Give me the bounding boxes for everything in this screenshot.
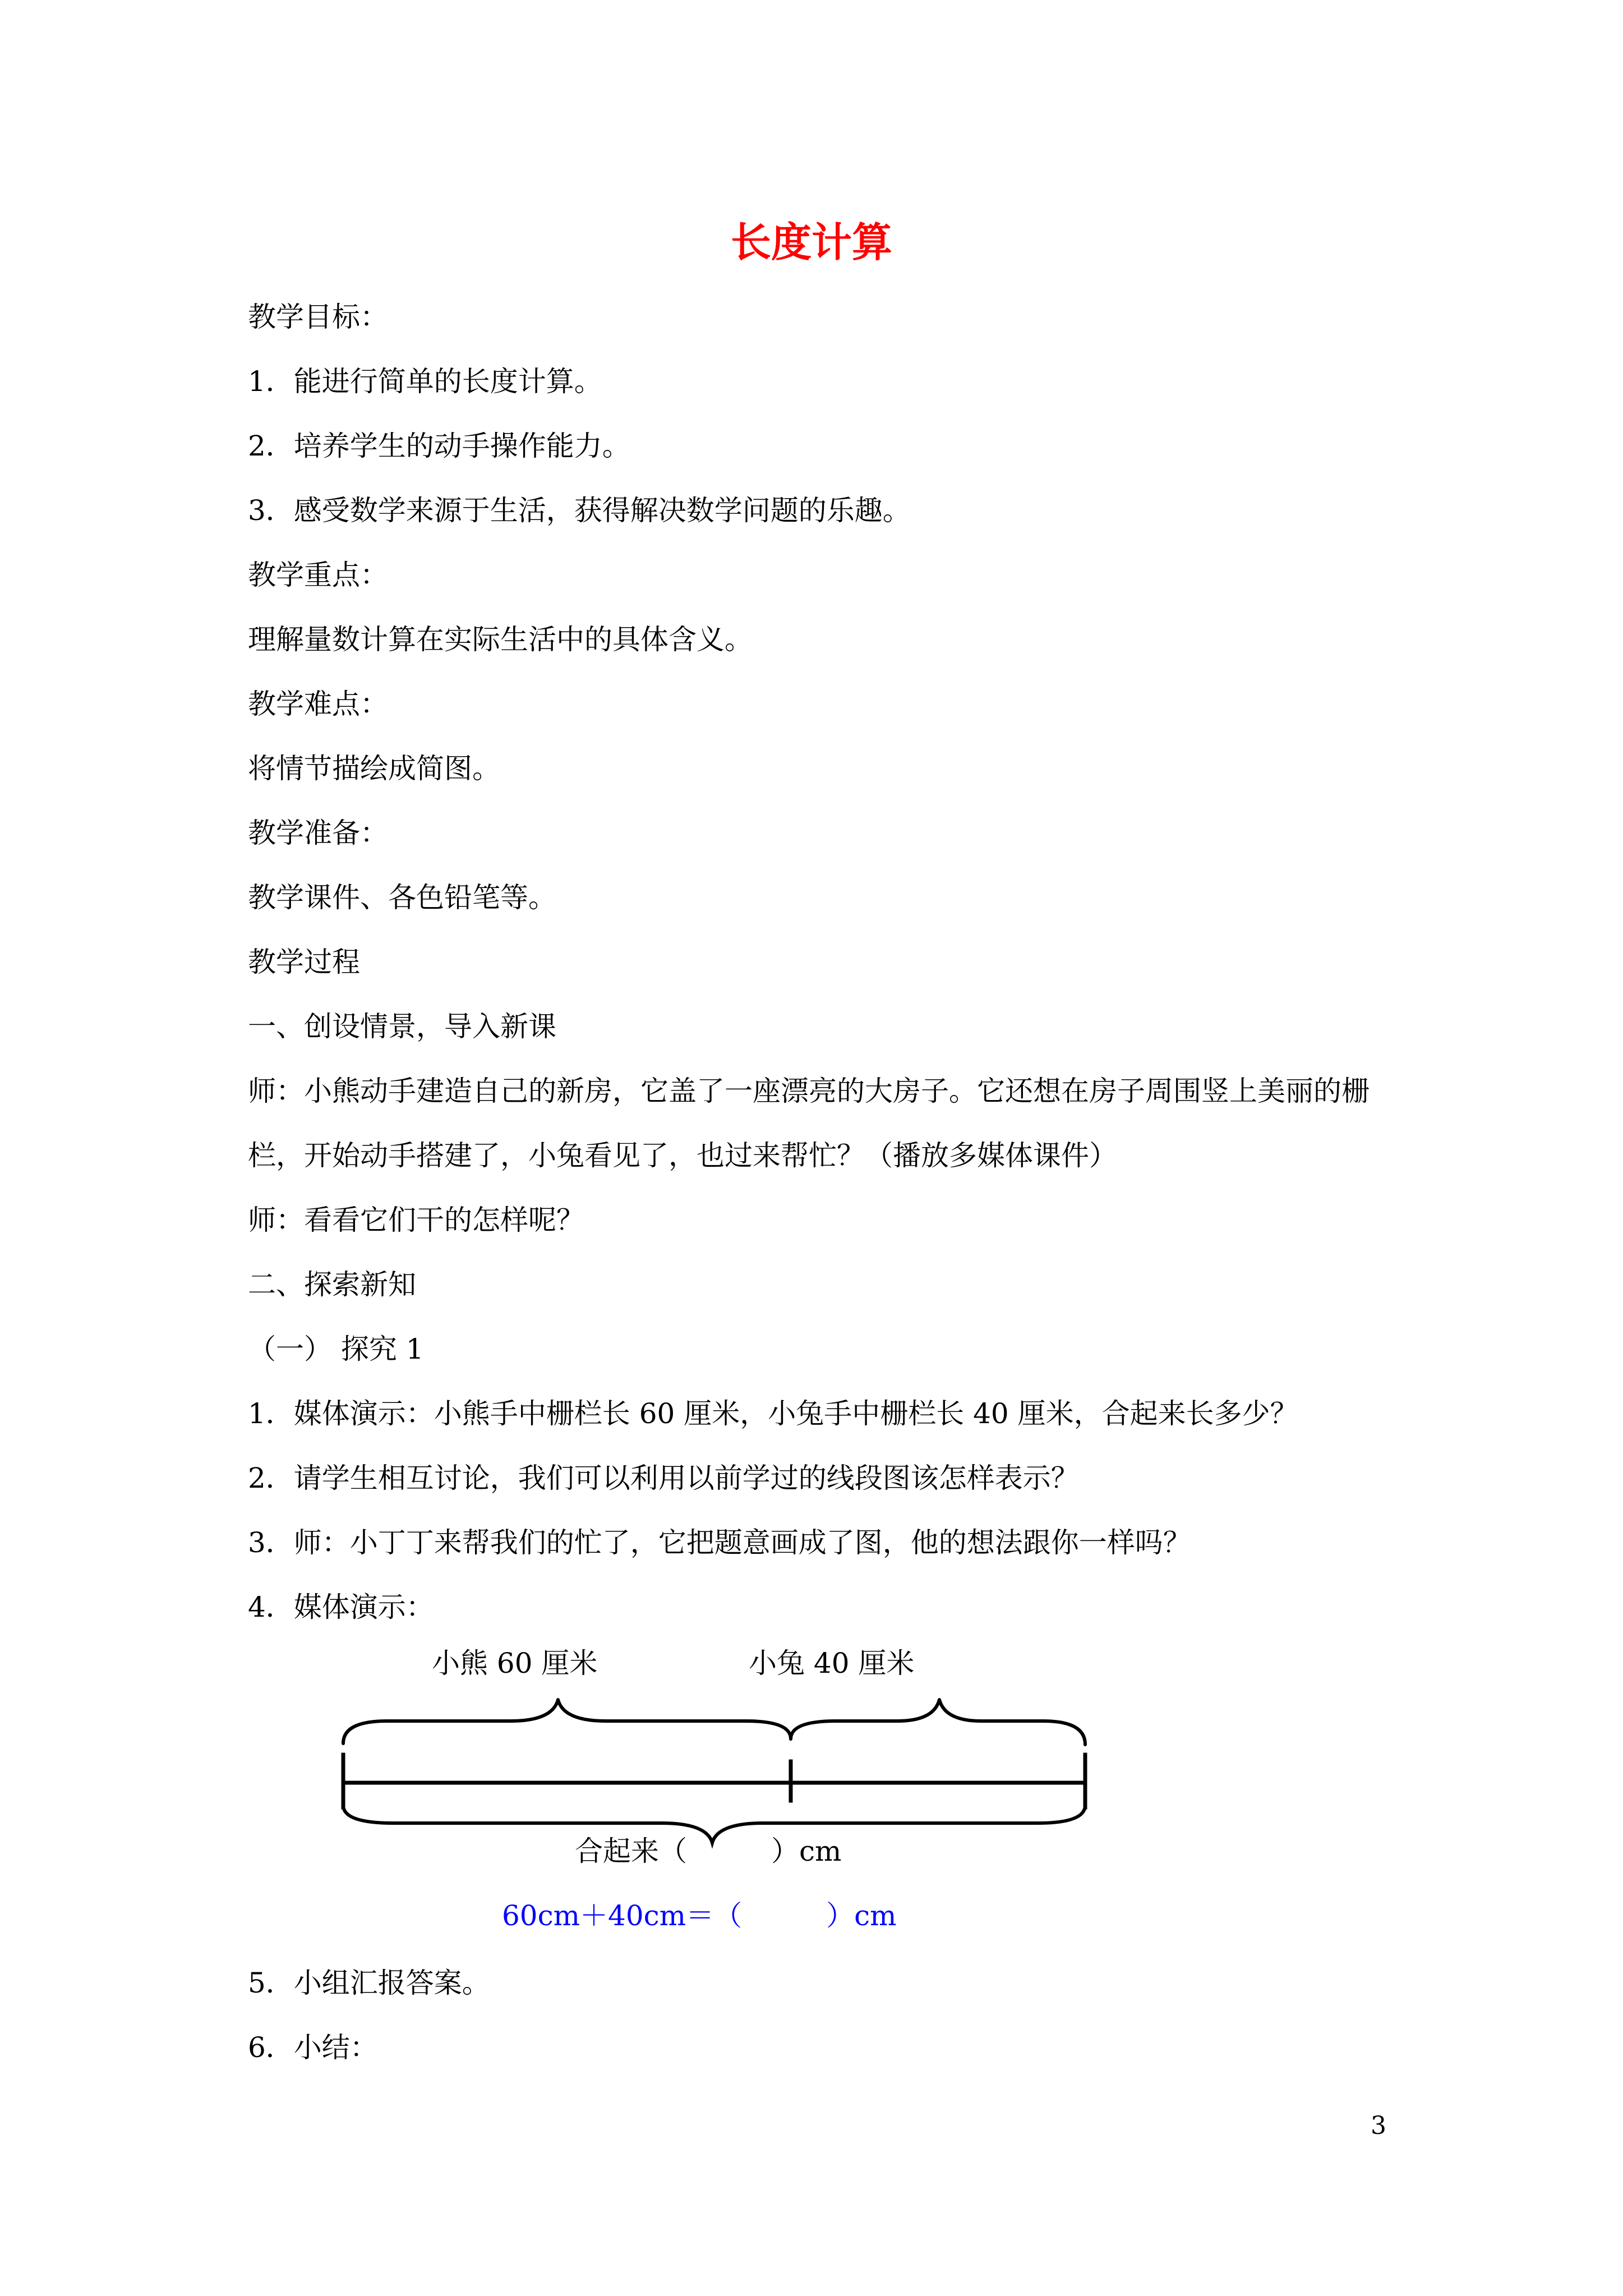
text-line: （一） 探究 1 [248,1333,424,1365]
total-length-label: 合起来（ ）cm [575,1835,842,1867]
text-line: 2．培养学生的动手操作能力。 [248,430,630,462]
text-line: 二、探索新知 [248,1268,416,1301]
text-line: 4．媒体演示： [248,1591,434,1623]
text-line: 教学重点： [248,559,388,591]
text-line: 6．小结： [248,2031,378,2064]
text-line: 教学准备： [248,817,388,849]
text-line: 教学目标： [248,301,388,333]
text-line: 将情节描绘成简图。 [248,752,500,785]
text-line: 5．小组汇报答案。 [248,1967,490,1999]
text-line: 教学课件、各色铅笔等。 [248,881,556,914]
text-line: 教学过程 [248,946,360,978]
bear-length-label: 小熊 60 厘米 [432,1647,598,1680]
text-line: 1．能进行简单的长度计算。 [248,365,602,398]
text-line: 2．请学生相互讨论，我们可以利用以前学过的线段图该怎样表示？ [248,1462,1079,1494]
text-line: 师：看看它们干的怎样呢？ [248,1204,584,1236]
text-line: 1．媒体演示：小熊手中栅栏长 60 厘米，小兔手中栅栏长 40 厘米，合起来长多少？ [248,1397,1298,1430]
brace-rabbit [791,1700,1085,1745]
text-line: 3．感受数学来源于生活，获得解决数学问题的乐趣。 [248,494,911,527]
rabbit-length-label: 小兔 40 厘米 [749,1647,915,1680]
text-line: 一、创设情景，导入新课 [248,1010,556,1043]
page-number: 3 [1371,2111,1386,2140]
page-title: 长度计算 [730,218,892,266]
text-line: 教学难点： [248,688,388,720]
formula: 60cm＋40cm＝（ ）cm [502,1899,897,1932]
text-line: 师：小熊动手建造自己的新房，它盖了一座漂亮的大房子。它还想在房子周围竖上美丽的栅 [248,1075,1370,1107]
text-line: 3．师：小丁丁来帮我们的忙了，它把题意画成了图，他的想法跟你一样吗？ [248,1526,1191,1559]
brace-bear [343,1700,791,1743]
text-line: 栏，开始动手搭建了，小兔看见了，也过来帮忙？（播放多媒体课件） [248,1139,1117,1172]
text-line: 理解量数计算在实际生活中的具体含义。 [248,623,753,656]
